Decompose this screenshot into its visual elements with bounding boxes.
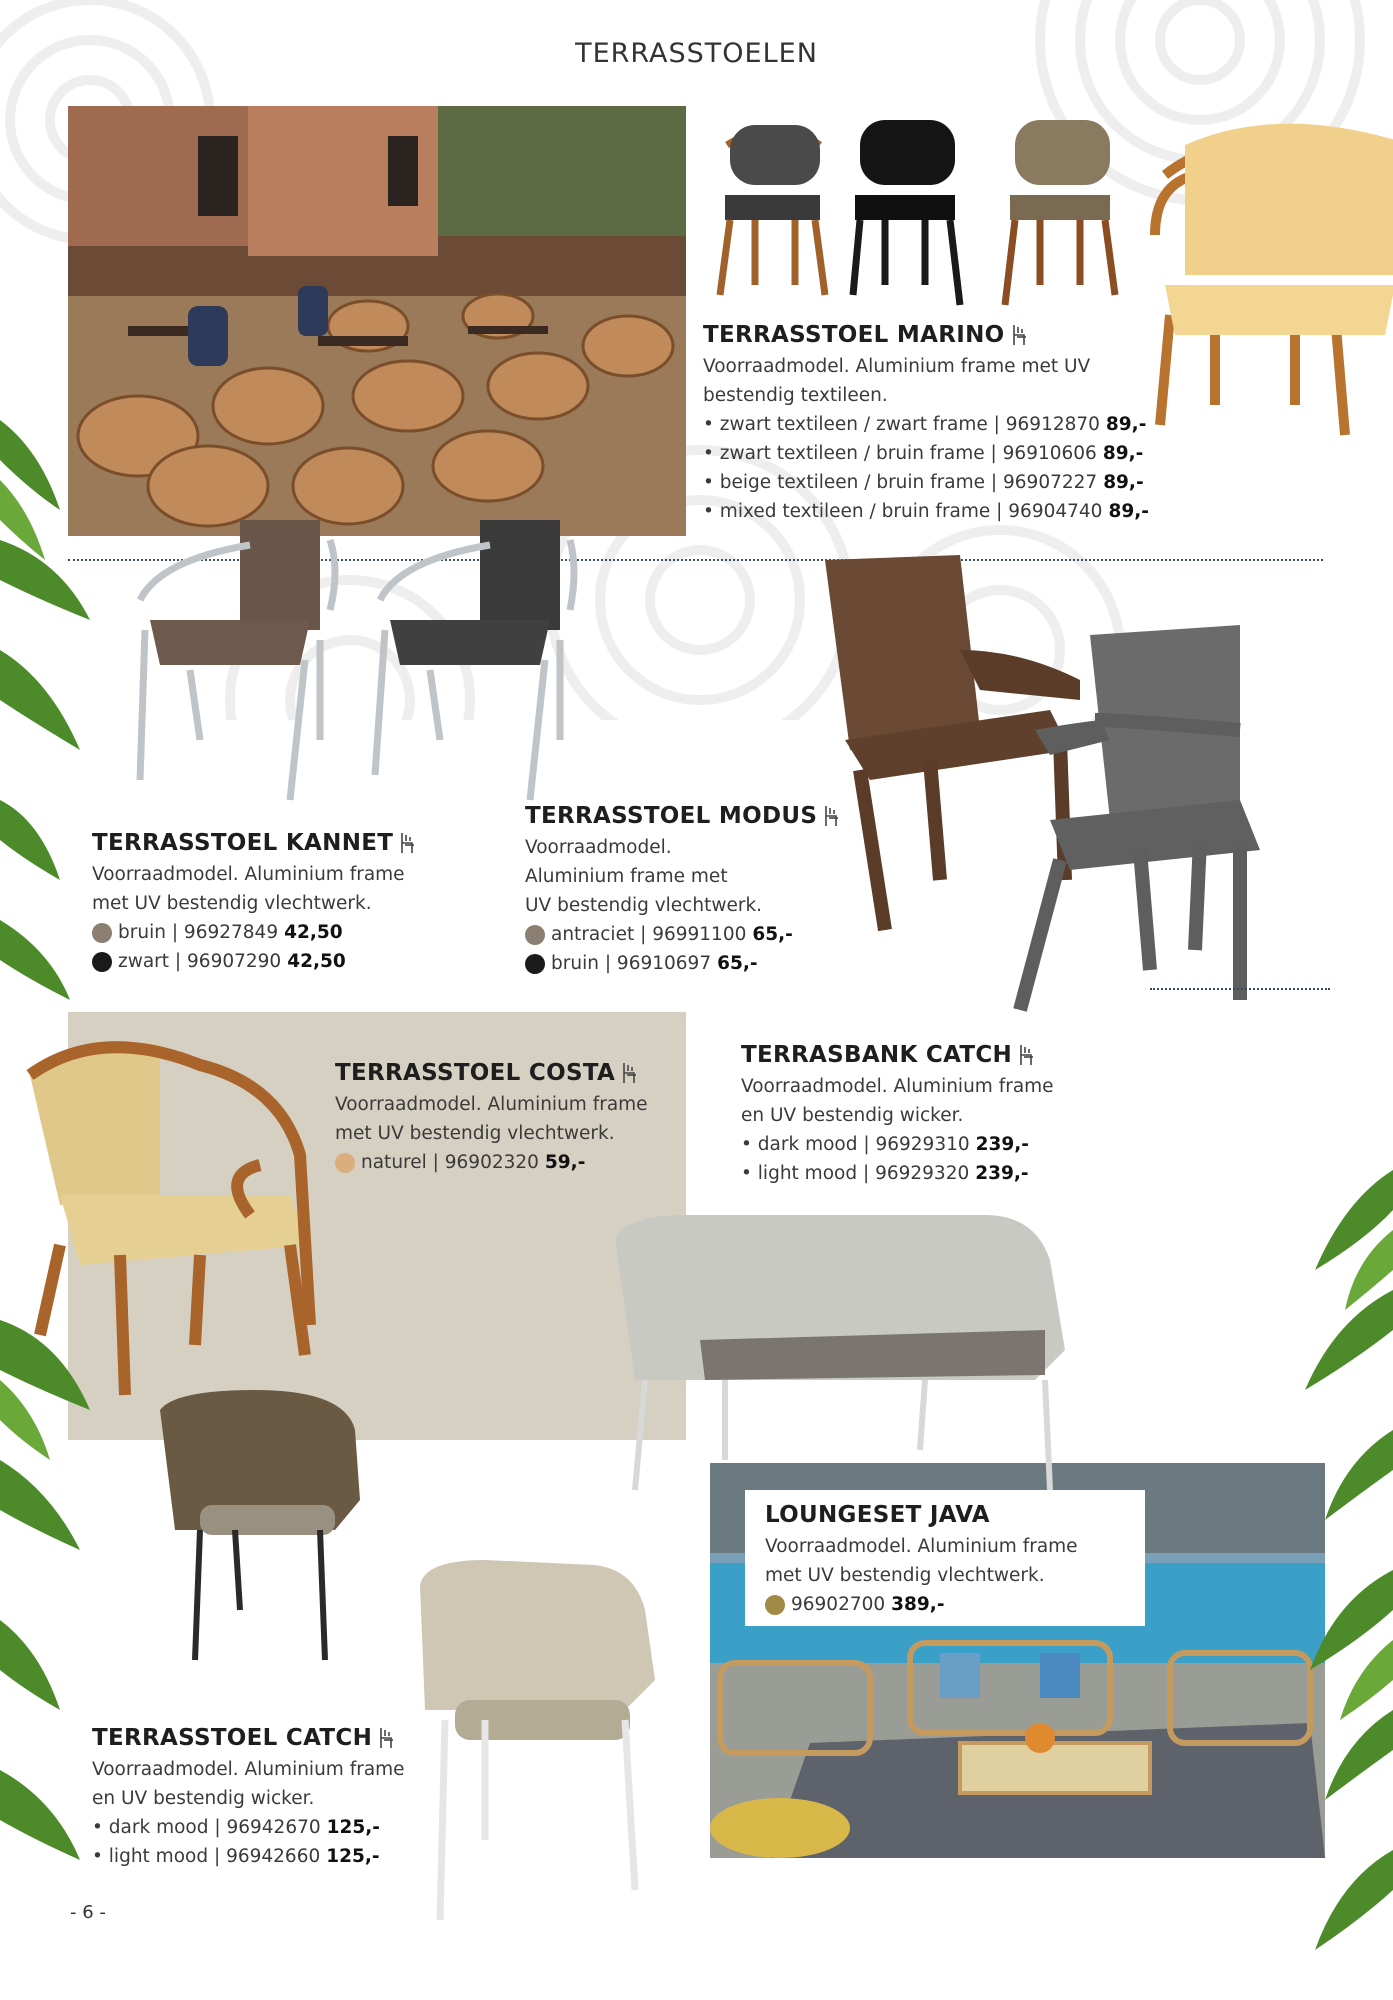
variant-price: 59,- xyxy=(544,1152,586,1173)
product-title-text: TERRASSTOEL MARINO xyxy=(703,322,1005,348)
variant-line xyxy=(703,410,1163,439)
variant-line xyxy=(335,1148,695,1177)
product-catch-bench xyxy=(741,1042,1121,1188)
product-marino xyxy=(703,322,1163,526)
bamboo-leaves-right-decoration xyxy=(1255,1170,1393,2000)
product-java xyxy=(745,1490,1145,1626)
product-description-line: en UV bestendig wicker. xyxy=(741,1105,964,1126)
variant-text: • zwart textileen / zwart frame | 96912870 xyxy=(703,414,1100,435)
variant-price: 89,- xyxy=(1103,472,1144,493)
product-title xyxy=(92,1725,472,1751)
kannet-chairs-image xyxy=(130,510,580,810)
variant-price: 42,50 xyxy=(287,951,346,972)
product-description-line: Voorraadmodel. Aluminium frame xyxy=(92,1759,405,1780)
product-description-line: met UV bestendig vlechtwerk. xyxy=(335,1123,615,1144)
variant-price: 89,- xyxy=(1105,414,1147,435)
terrace-cafe-photo xyxy=(68,106,686,536)
product-title xyxy=(703,322,1163,348)
page-number: - 6 - xyxy=(70,1902,106,1923)
product-description: Voorraadmodel. Aluminium frame met UV bestendig textileen. xyxy=(703,356,1091,406)
variant-line xyxy=(765,1590,1125,1619)
product-description-line: UV bestendig vlechtwerk. xyxy=(525,895,763,916)
product-description-line: met UV bestendig vlechtwerk. xyxy=(765,1565,1045,1586)
variant-line xyxy=(703,439,1163,468)
section-divider xyxy=(1150,988,1330,990)
product-description-line: Voorraadmodel. Aluminium frame xyxy=(92,864,405,885)
variant-text: • light mood | 96942660 xyxy=(92,1846,321,1867)
product-description-line: Aluminium frame met xyxy=(525,866,728,887)
modus-chairs-image xyxy=(820,550,1360,1020)
variant-line xyxy=(92,1813,472,1842)
variant-line xyxy=(525,949,845,978)
product-title-text: LOUNGESET JAVA xyxy=(765,1502,990,1528)
stacking-chair-icon xyxy=(621,1061,639,1085)
product-kannet xyxy=(92,830,472,976)
product-title-text: TERRASSTOEL MODUS xyxy=(525,803,818,829)
variant-text: • zwart textileen / bruin frame | 96910606 xyxy=(703,443,1097,464)
variant-line xyxy=(703,497,1163,526)
product-description-line: Voorraadmodel. Aluminium frame xyxy=(335,1094,648,1115)
color-swatch xyxy=(765,1595,785,1615)
variant-price: 89,- xyxy=(1102,443,1144,464)
product-description-line: met UV bestendig vlechtwerk. xyxy=(92,893,372,914)
product-title-text: TERRASBANK CATCH xyxy=(741,1042,1013,1068)
page-title: TERRASSTOELEN xyxy=(575,38,818,69)
product-description-line: Voorraadmodel. Aluminium frame xyxy=(765,1536,1078,1557)
stacking-chair-icon xyxy=(823,804,841,828)
product-costa xyxy=(335,1060,695,1177)
variant-price: 65,- xyxy=(752,924,793,945)
product-title xyxy=(765,1502,1125,1528)
color-swatch xyxy=(525,925,545,945)
variant-price: 389,- xyxy=(891,1594,945,1615)
color-swatch xyxy=(525,954,545,974)
variant-text: bruin | 96910697 xyxy=(551,953,712,974)
bamboo-leaves-left-decoration xyxy=(0,420,110,1980)
variant-line xyxy=(92,947,472,976)
product-catch-chair xyxy=(92,1725,472,1871)
stacking-chair-icon xyxy=(1018,1043,1036,1067)
product-title xyxy=(335,1060,695,1086)
variant-price: 239,- xyxy=(975,1163,1029,1184)
product-title xyxy=(741,1042,1121,1068)
variant-text: • light mood | 96929320 xyxy=(741,1163,970,1184)
product-title-text: TERRASSTOEL KANNET xyxy=(92,830,394,856)
variant-line xyxy=(703,468,1163,497)
variant-line xyxy=(741,1159,1121,1188)
stacking-chair-icon xyxy=(399,831,417,855)
variant-text: bruin | 96927849 xyxy=(118,922,279,943)
variant-price: 42,50 xyxy=(284,922,343,943)
product-description-line: en UV bestendig wicker. xyxy=(92,1788,315,1809)
color-swatch xyxy=(335,1153,355,1173)
variant-price: 125,- xyxy=(326,1846,380,1867)
variant-text: • dark mood | 96942670 xyxy=(92,1817,321,1838)
variant-line xyxy=(741,1130,1121,1159)
variant-text: • mixed textileen / bruin frame | 96904740 xyxy=(703,501,1103,522)
product-title-text: TERRASSTOEL CATCH xyxy=(92,1725,373,1751)
variant-price: 89,- xyxy=(1108,501,1149,522)
variant-price: 125,- xyxy=(326,1817,380,1838)
stacking-chair-icon xyxy=(378,1726,396,1750)
product-title xyxy=(525,803,845,829)
stacking-chair-icon xyxy=(1011,323,1029,347)
product-title xyxy=(92,830,472,856)
product-description-line: Voorraadmodel. xyxy=(525,837,672,858)
variant-line xyxy=(92,918,472,947)
variant-text: antraciet | 96991100 xyxy=(551,924,747,945)
variant-price: 65,- xyxy=(717,953,758,974)
variant-line xyxy=(525,920,845,949)
variant-line xyxy=(92,1842,472,1871)
product-title-text: TERRASSTOEL COSTA xyxy=(335,1060,616,1086)
product-description-line: Voorraadmodel. Aluminium frame xyxy=(741,1076,1054,1097)
variant-text: • dark mood | 96929310 xyxy=(741,1134,970,1155)
variant-text: • beige textileen / bruin frame | 96907227 xyxy=(703,472,1098,493)
product-modus xyxy=(525,803,845,978)
variant-price: 239,- xyxy=(975,1134,1029,1155)
variant-text: 96902700 xyxy=(791,1594,886,1615)
variant-text: naturel | 96902320 xyxy=(361,1152,539,1173)
variant-text: zwart | 96907290 xyxy=(118,951,282,972)
